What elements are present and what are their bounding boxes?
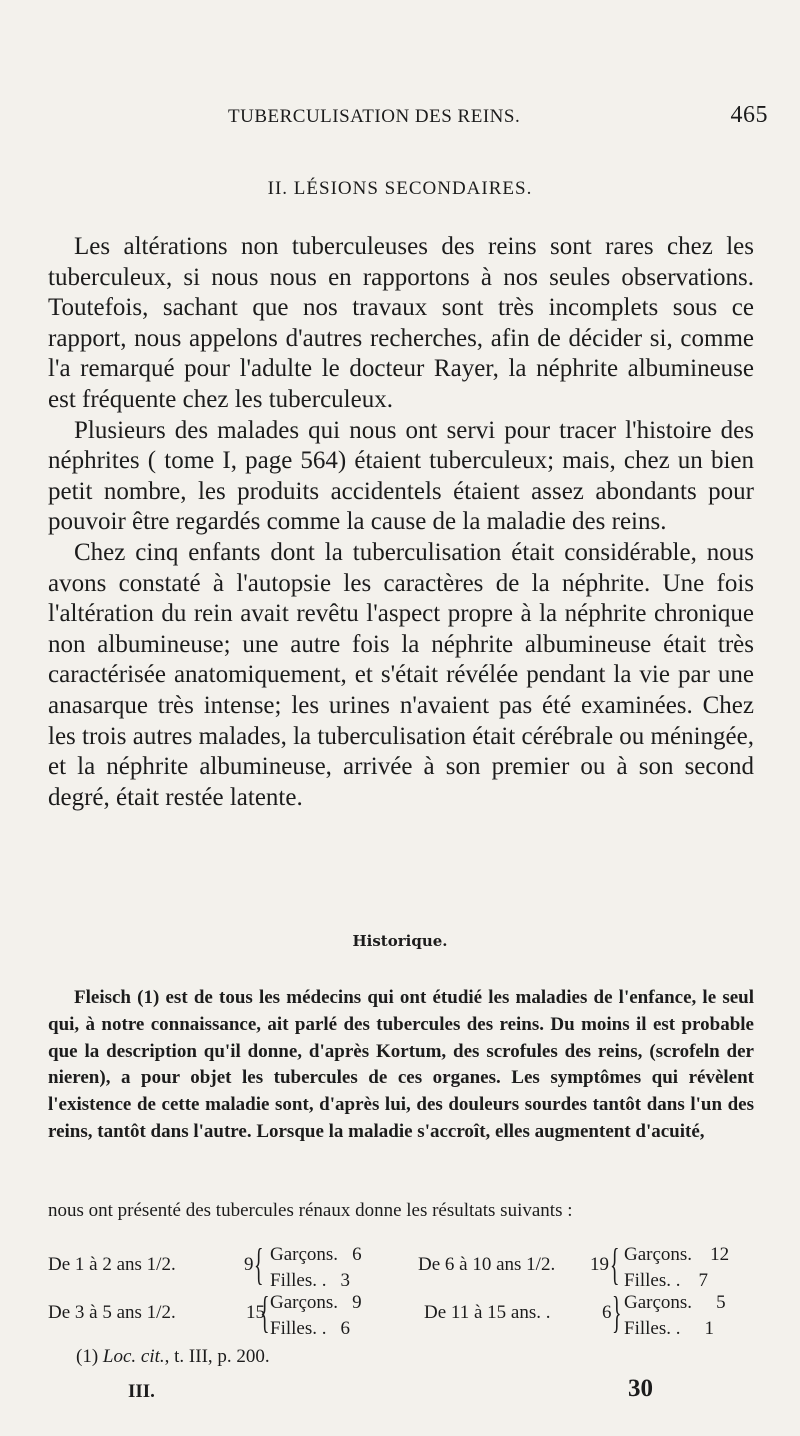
footnote bbox=[76, 1346, 270, 1368]
boys-label: Garçons. bbox=[270, 1244, 339, 1265]
brace-glyph: } bbox=[612, 1288, 622, 1337]
girls-count: 1 bbox=[704, 1318, 714, 1339]
page-number: 465 bbox=[730, 102, 768, 128]
section-body bbox=[48, 232, 754, 813]
girls-count: 6 bbox=[340, 1318, 350, 1339]
historique-heading: Historique. bbox=[352, 932, 448, 950]
signature-mark: III. bbox=[128, 1381, 155, 1402]
paragraph: Les altérations non tuberculeuses des reins sont rares chez les tuberculeux, si nous nous en rapportons à nos seules observations. Toutefois, sachant que nos travaux sont très incomplets sous ce rapport, nous appelons d'autres recherches, afin de décider si, comme l'a remarqué pour l'adulte le docteur Rayer, la néphrite albumineuse est fréquente chez les tuberculeux. bbox=[48, 233, 754, 413]
stat-age: De 3 à 5 ans 1/2. bbox=[48, 1302, 176, 1323]
boys-count: 6 bbox=[352, 1244, 362, 1265]
stat-total: 15 bbox=[246, 1302, 265, 1323]
girls-label: Filles. . bbox=[624, 1318, 681, 1339]
boys-count: 9 bbox=[352, 1292, 362, 1313]
stat-age: De 6 à 10 ans 1/2. bbox=[418, 1254, 556, 1275]
boys-count: 5 bbox=[716, 1292, 726, 1313]
boys-label: Garçons. bbox=[624, 1244, 693, 1265]
stats-intro: nous ont présenté des tubercules rénaux donne les résultats suivants : bbox=[48, 1200, 573, 1221]
boys-count: 12 bbox=[710, 1244, 730, 1265]
folio-number: 30 bbox=[628, 1375, 653, 1402]
brace-glyph: { bbox=[254, 1240, 264, 1289]
paragraph: Plusieurs des malades qui nous ont servi pour tracer l'histoire des néphrites ( tome I, page 564) étaient tuberculeux; mais, chez un bien petit nombre, les produits accidentels étaient assez abondants pour pouvoir être regardés comme la cause de la maladie des reins. bbox=[48, 416, 754, 536]
running-title: TUBERCULISATION DES REINS. bbox=[228, 106, 521, 127]
boys-label: Garçons. bbox=[624, 1292, 693, 1313]
stat-group bbox=[424, 1288, 764, 1344]
brace-glyph: { bbox=[260, 1288, 270, 1337]
girls-count: 3 bbox=[340, 1270, 350, 1291]
paragraph: Chez cinq enfants dont la tuberculisation était considérable, nous avons constaté à l'autopsie les caractères de la néphrite. Une fois l'altération du rein avait revêtu l'aspect propre à la néphrite chronique non albumineuse; une autre fois la néphrite albumineuse était très caractérisée anatomiquement, et s'était révélée pendant la vie par une anasarque très intense; les urines n'avaient pas été examinées. Chez les trois autres malades, la tuberculisation était cérébrale ou méningée, et la néphrite albumineuse, arrivée à son premier ou à son second degré, était restée latente. bbox=[48, 538, 754, 811]
footnote-marker: (1) bbox=[76, 1346, 99, 1367]
historique-body bbox=[48, 985, 754, 1146]
girls-label: Filles. . bbox=[270, 1318, 327, 1339]
stat-lines bbox=[270, 1290, 362, 1342]
girls-label: Filles. . bbox=[624, 1270, 681, 1291]
paragraph: Fleisch (1) est de tous les médecins qui ont étudié les maladies de l'enfance, le seul qui, à notre connaissance, ait parlé des tubercules des reins. Du moins il est probable que la description qu'il donne, d'après Kortum, des scrofules des reins, (scrofeln der nieren), a pour objet les tubercules de ces organes. Les symptômes qui révèlent l'existence de cette maladie sont, d'après lui, des douleurs sourdes tantôt dans l'un des reins, tantôt dans l'autre. Lorsque la maladie s'accroît, elles augmentent d'acuité, bbox=[48, 987, 754, 1142]
stat-age: De 11 à 15 ans. . bbox=[424, 1302, 551, 1323]
section-title: II. LÉSIONS SECONDAIRES. bbox=[267, 178, 533, 199]
stat-lines bbox=[270, 1242, 362, 1294]
stat-age: De 1 à 2 ans 1/2. bbox=[48, 1254, 176, 1275]
brace-glyph: { bbox=[610, 1240, 620, 1289]
stat-group bbox=[48, 1288, 388, 1344]
stat-lines bbox=[624, 1290, 726, 1342]
girls-label: Filles. . bbox=[270, 1270, 327, 1291]
boys-label: Garçons. bbox=[270, 1292, 339, 1313]
stat-lines bbox=[624, 1242, 729, 1294]
girls-count: 7 bbox=[698, 1270, 708, 1291]
stat-total: 19 bbox=[590, 1254, 609, 1275]
stat-total: 9 bbox=[244, 1254, 254, 1275]
stat-total: 6 bbox=[602, 1302, 612, 1323]
footnote-ref: Loc. cit. bbox=[102, 1346, 165, 1367]
footnote-rest: , t. III, p. 200. bbox=[164, 1346, 270, 1367]
